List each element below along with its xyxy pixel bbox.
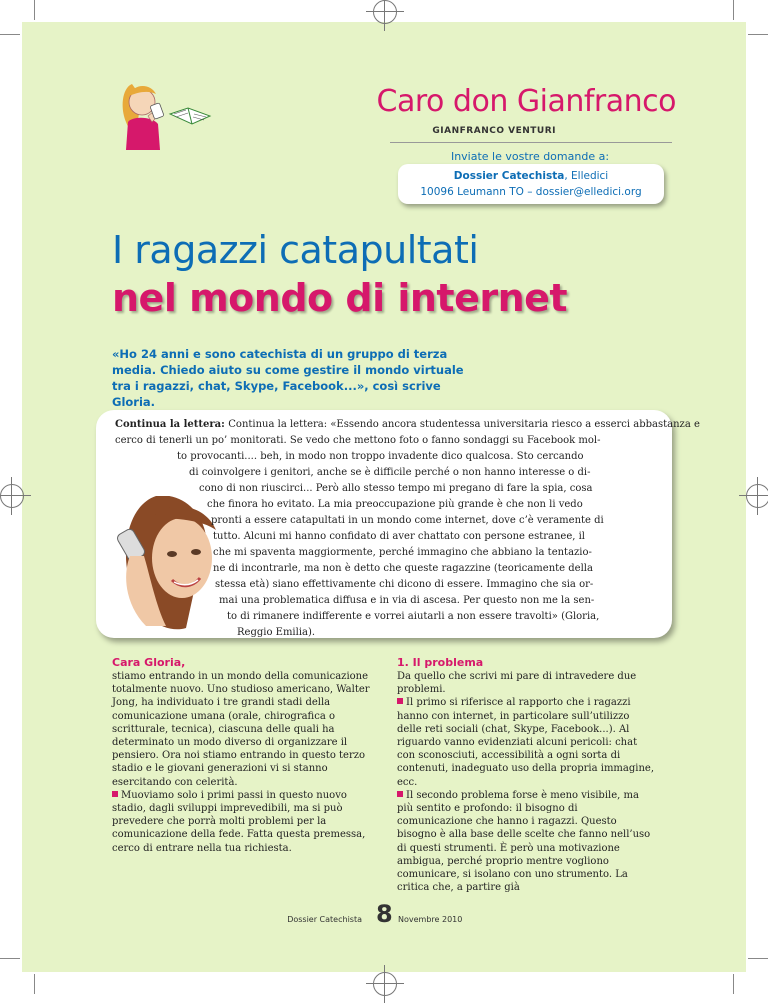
- letter-line: cerco di tenerli un po’ monitorati. Se vedo che mettono foto o fanno sondaggi su Facebook mol-: [115, 435, 601, 446]
- article-title-line1: I ragazzi catapultati: [112, 228, 479, 272]
- bullet-square-icon: [397, 791, 403, 797]
- address-line: 10096 Leumann TO – dossier@elledici.org: [420, 186, 642, 198]
- column-title: Caro don Gianfranco: [376, 84, 676, 119]
- letter-line: che finora ho evitato. La mia preoccupazione più grande è che non li vedo: [207, 499, 583, 510]
- column-author: GIANFRANCO VENTURI: [432, 126, 556, 136]
- paragraph: Muoviamo solo i primi passi in questo nuovo stadio, dagli sviluppi imprevedibili, ma si può prevedere che porrà molti problemi per la comunicazione della fede. Fatta questa premessa, cerco di entrare nella tua richiesta.: [112, 789, 366, 854]
- footer-publication: Dossier Catechista: [287, 915, 362, 924]
- paragraph: stiamo entrando in un mondo della comunicazione totalmente nuovo. Uno studioso americano, Walter Jong, ha individuato i tre grandi stadi della comunicazione umana (orale, chirografica o scritturale, tecnica), ciascuna delle quali ha determinato un modo diverso di organizzare il pensiero. Ora noi stiamo entrando in questo terzo stadio e le giovani generazioni vi si stanno esercitando con celerità.: [112, 671, 370, 788]
- letter-line: Reggio Emilia).: [237, 627, 316, 638]
- article-title-line2: nel mondo di internet: [112, 276, 568, 320]
- crop-mark: [0, 958, 20, 959]
- paragraph: Da quello che scrivi mi pare di intravedere due problemi.: [397, 671, 637, 696]
- address-name: Dossier Catechista: [453, 170, 565, 182]
- letter-line: tutto. Alcuni mi hanno confidato di aver chattato con persone estranee, il: [213, 531, 585, 542]
- registration-mark-icon: [0, 484, 24, 508]
- girl-reading-illustration-icon: [118, 78, 218, 150]
- answer-left-column: [112, 656, 370, 855]
- letter-line: ne di incontrarle, ma non è detto che queste ragazzine (teoricamente della: [213, 563, 593, 574]
- letter-line: to provocanti.... beh, in modo non troppo invadente dico qualcosa. Sto cercando: [177, 451, 584, 462]
- letter-text: Continua la lettera: «Essendo ancora studentessa universitaria riesco a esserci abbastanza e: [228, 419, 700, 430]
- letter-line: pronti a essere catapultati in un mondo come internet, dove c’è veramente di: [211, 515, 604, 526]
- crop-mark: [748, 958, 768, 959]
- paragraph: Il secondo problema forse è meno visibile, ma più sentito e profondo: il bisogno di comunicazione che hanno i ragazzi. Questo bisogno è alla base delle scelte che fanno nell’uso di questi strumenti. È però una motivazione ambigua, perché proprio mentre vogliono comunicare, si isolano con uno strumento. La critica che, a partire già: [397, 789, 651, 894]
- send-questions-label: Inviate le vostre domande a:: [450, 150, 610, 163]
- letter-line: to di rimanere indifferente e vorrei aiutarli a non essere travolti» (Gloria,: [227, 611, 600, 622]
- letter-line: di coinvolgere i genitori, anche se è difficile perché o non hanno interesse o di-: [189, 467, 591, 478]
- registration-mark-icon: [373, 0, 397, 24]
- crop-mark: [748, 34, 768, 35]
- greeting: Cara Gloria,: [112, 656, 186, 669]
- answer-right-column: [397, 656, 655, 894]
- letter-line: mai una problematica diffusa e in via di ascesa. Per questo non me la sen-: [219, 595, 595, 606]
- article-lead: «Ho 24 anni e sono catechista di un gruppo di terza media. Chiedo aiuto su come gestire il mondo virtuale tra i ragazzi, chat, Skype, Facebook...», così scrive Gloria.: [112, 347, 464, 409]
- crop-mark: [0, 34, 20, 35]
- page-number: 8: [376, 900, 393, 928]
- crop-mark: [34, 0, 35, 20]
- address-publisher: , Elledici: [564, 170, 609, 182]
- paragraph: Il primo si riferisce al rapporto che i ragazzi hanno con internet, in particolare sull’utilizzo delle reti sociali (chat, Skype, Facebook...). Al riguardo vanno evidenziati alcuni pericoli: chat con sconosciuti, accessibilità a ogni sorta di contenuti, inadeguato uso della propria immagine, ecc.: [397, 697, 655, 788]
- crop-mark: [733, 974, 734, 994]
- letter-line: Continua la lettera: Continua la lettera: «Essendo ancora studentessa universitaria riesco a esserci abbastanza e: [115, 419, 700, 430]
- letter-line: che mi spaventa maggiormente, perché immagino che abbiano la tentazio-: [213, 547, 592, 558]
- crop-mark: [733, 0, 734, 20]
- divider: [390, 142, 672, 143]
- crop-mark: [34, 974, 35, 994]
- registration-mark-icon: [373, 972, 397, 996]
- bullet-square-icon: [112, 791, 118, 797]
- letter-line: cono di non riuscirci... Però allo stesso tempo mi pregano di fare la spia, cosa: [199, 483, 593, 494]
- footer-date: Novembre 2010: [398, 915, 463, 924]
- section-heading: 1. Il problema: [397, 656, 484, 669]
- letter-line: stessa età) siano effettivamente chi dicono di essere. Immagino che sia or-: [215, 579, 594, 590]
- bullet-square-icon: [397, 698, 403, 704]
- address-box: [398, 164, 664, 204]
- registration-mark-icon: [746, 484, 768, 508]
